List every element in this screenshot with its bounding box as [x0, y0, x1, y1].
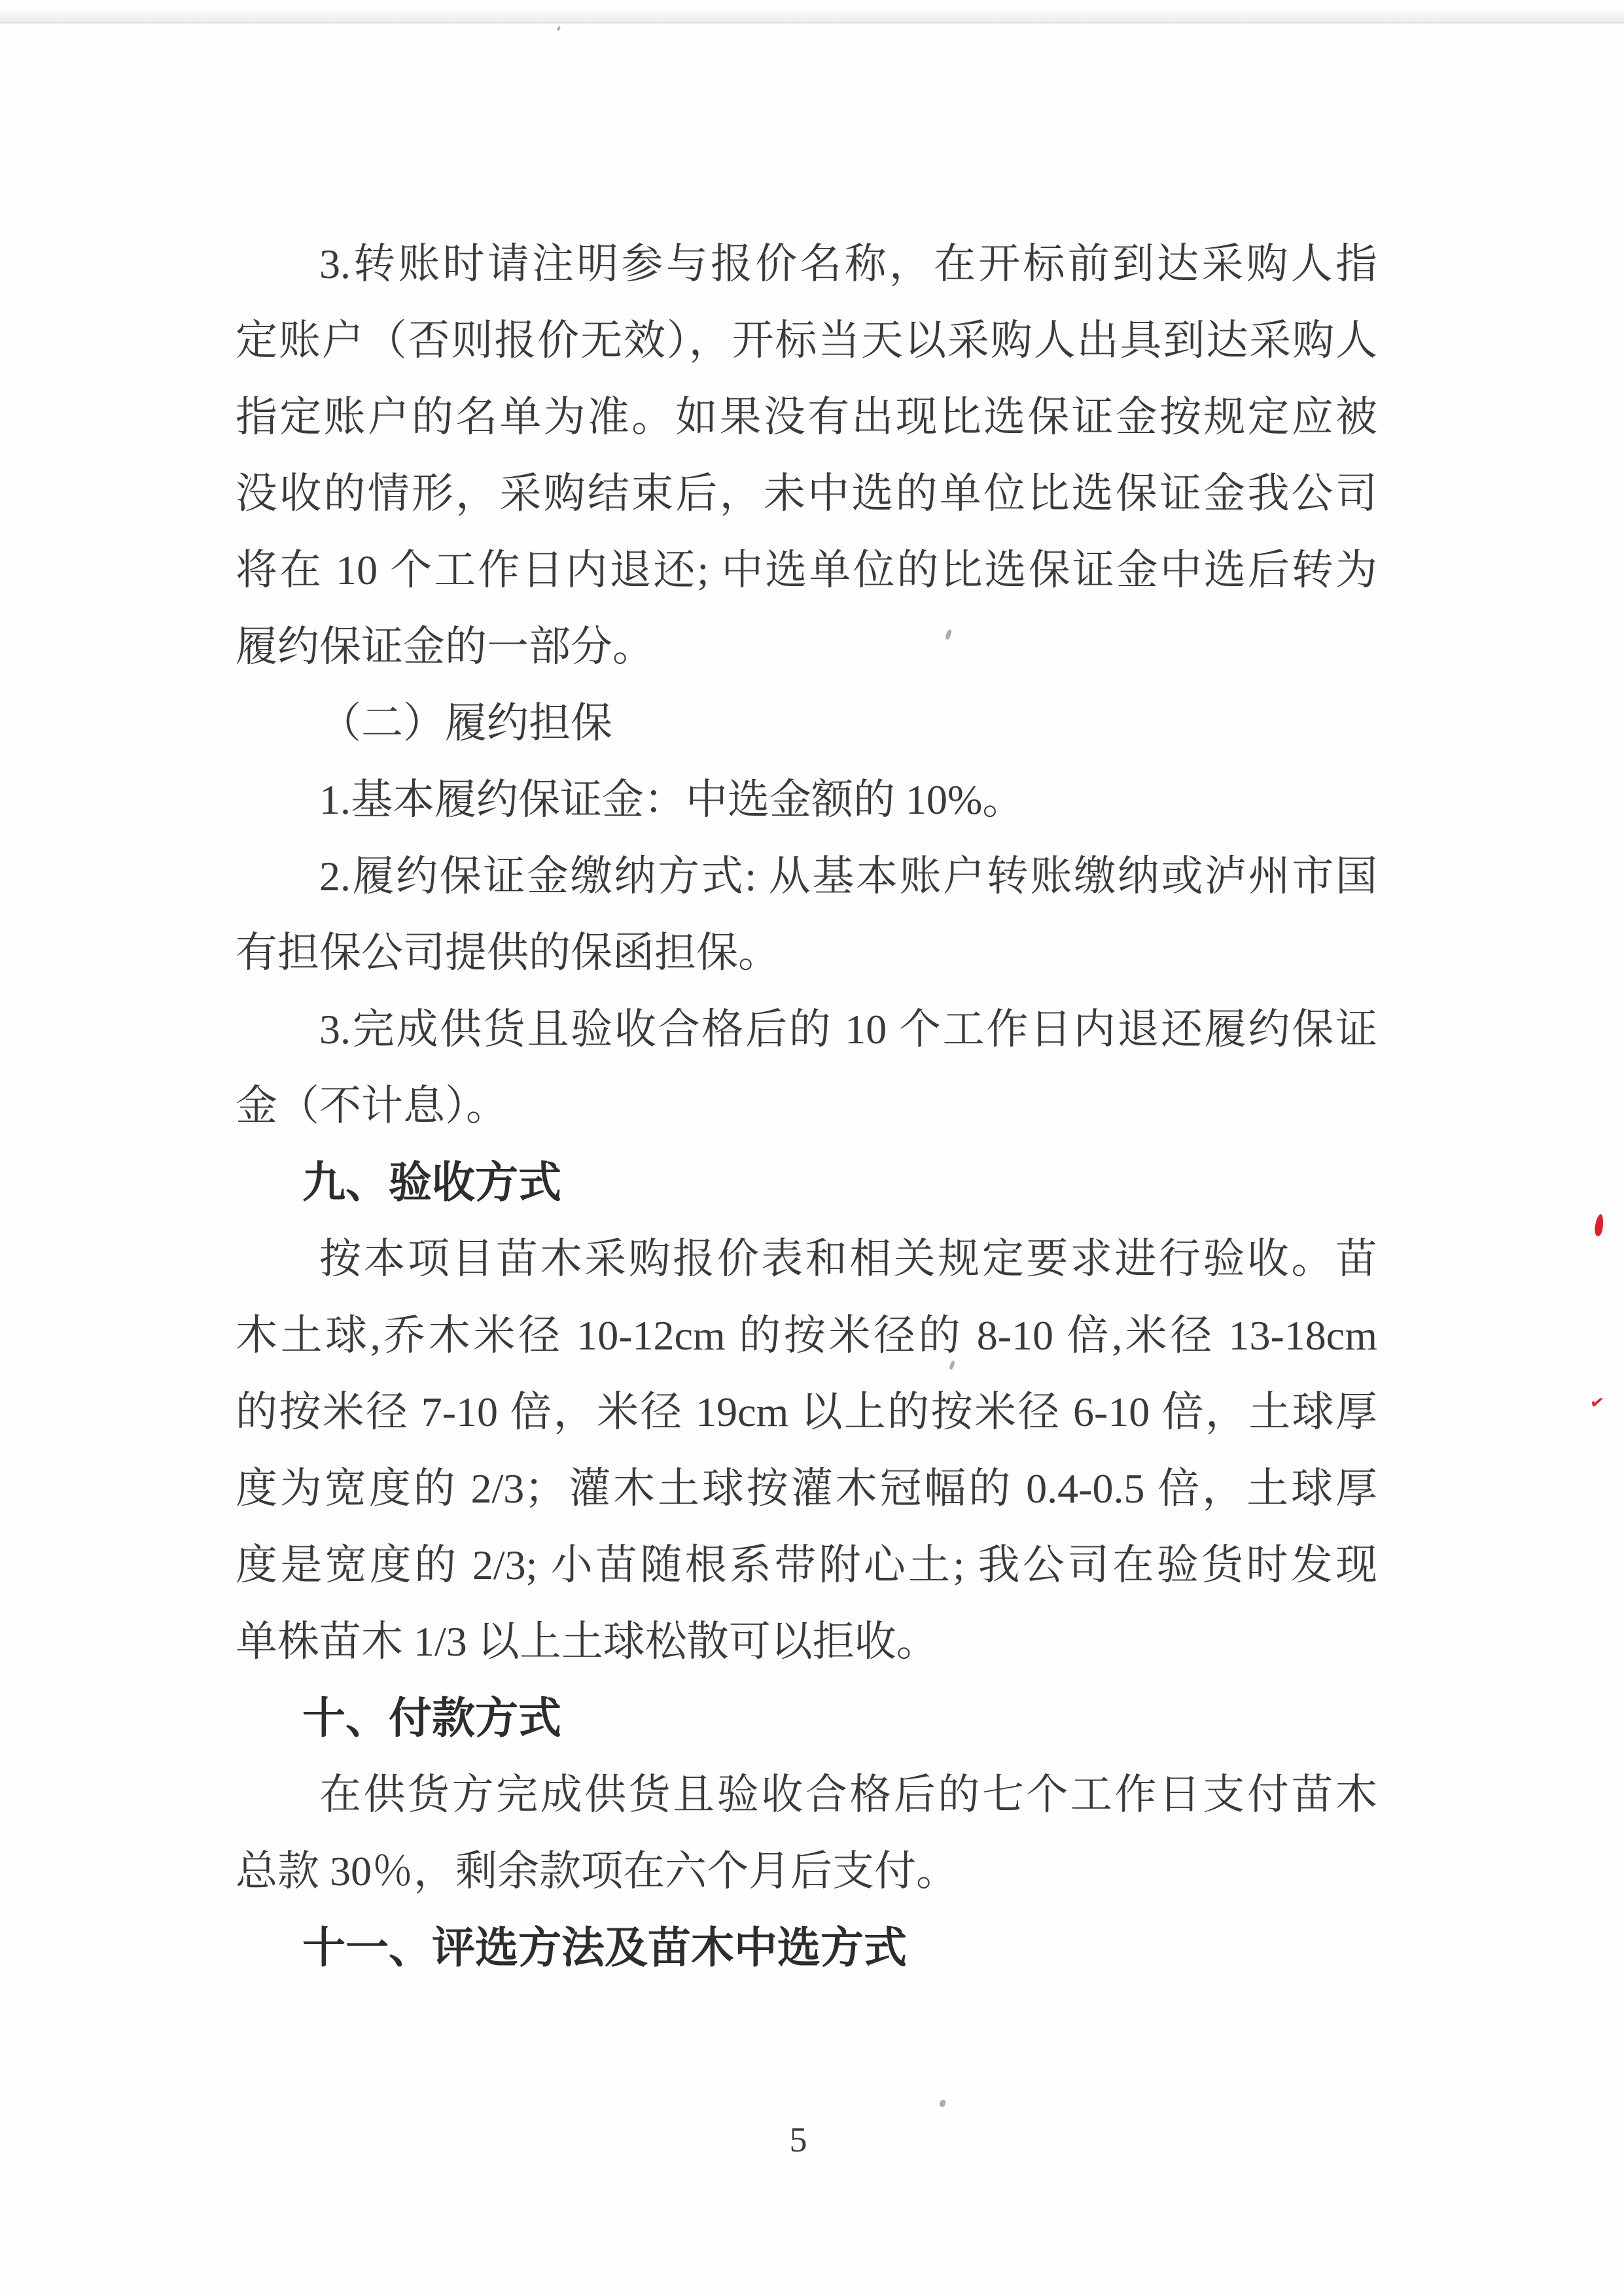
- text-line: 在供货方完成供货且验收合格后的七个工作日支付苗木: [319, 1771, 1377, 1818]
- section-heading: 十、付款方式: [302, 1694, 561, 1742]
- text-line: 将在 10 个工作日内退还; 中选单位的比选保证金中选后转为: [236, 547, 1377, 593]
- text-line: 金（不计息）。: [236, 1083, 508, 1129]
- text-line: 度为宽度的 2/3；灌木土球按灌木冠幅的 0.4-0.5 倍，土球厚: [236, 1465, 1377, 1512]
- red-check-mark: ✔: [1589, 1392, 1606, 1414]
- text-line: 1.基本履约保证金：中选金额的 10%。: [319, 776, 1025, 823]
- scan-speck: [557, 26, 561, 31]
- text-line: 按本项目苗木采购报价表和相关规定要求进行验收。苗: [319, 1236, 1377, 1282]
- text-line: 定账户（否则报价无效），开标当天以采购人出具到达采购人: [236, 317, 1377, 364]
- text-line: 的按米径 7-10 倍，米径 19cm 以上的按米径 6-10 倍，土球厚: [236, 1389, 1377, 1435]
- text-line: 指定账户的名单为准。如果没有出现比选保证金按规定应被: [236, 394, 1377, 440]
- text-line: 度是宽度的 2/3; 小苗随根系带附心土; 我公司在验货时发现: [236, 1542, 1377, 1588]
- text-line: 有担保公司提供的保函担保。: [236, 930, 780, 976]
- text-line: 2.履约保证金缴纳方式: 从基本账户转账缴纳或泸州市国: [319, 853, 1377, 899]
- text-line: 3.完成供货且验收合格后的 10 个工作日内退还履约保证: [319, 1006, 1377, 1052]
- text-line: 没收的情形，采购结束后，未中选的单位比选保证金我公司: [236, 470, 1377, 517]
- document-body: [236, 226, 1377, 1986]
- scan-speck: [939, 2099, 947, 2108]
- section-heading: 九、验收方式: [302, 1158, 561, 1206]
- text-line: 履约保证金的一部分。: [236, 623, 654, 670]
- text-line: （二）履约担保: [319, 700, 612, 746]
- page-number: 5: [789, 2120, 807, 2159]
- text-line: 木土球,乔木米径 10-12cm 的按米径的 8-10 倍,米径 13-18cm: [236, 1312, 1377, 1359]
- text-line: 单株苗木 1/3 以上土球松散可以拒收。: [236, 1618, 938, 1665]
- section-heading: 十一、评选方法及苗木中选方式: [302, 1923, 907, 1972]
- scan-edge-artifact: [0, 9, 1624, 24]
- red-ink-mark: [1594, 1213, 1604, 1236]
- text-line: 3.转账时请注明参与报价名称，在开标前到达采购人指: [319, 241, 1377, 287]
- text-line: 总款 30％，剩余款项在六个月后支付。: [236, 1848, 958, 1894]
